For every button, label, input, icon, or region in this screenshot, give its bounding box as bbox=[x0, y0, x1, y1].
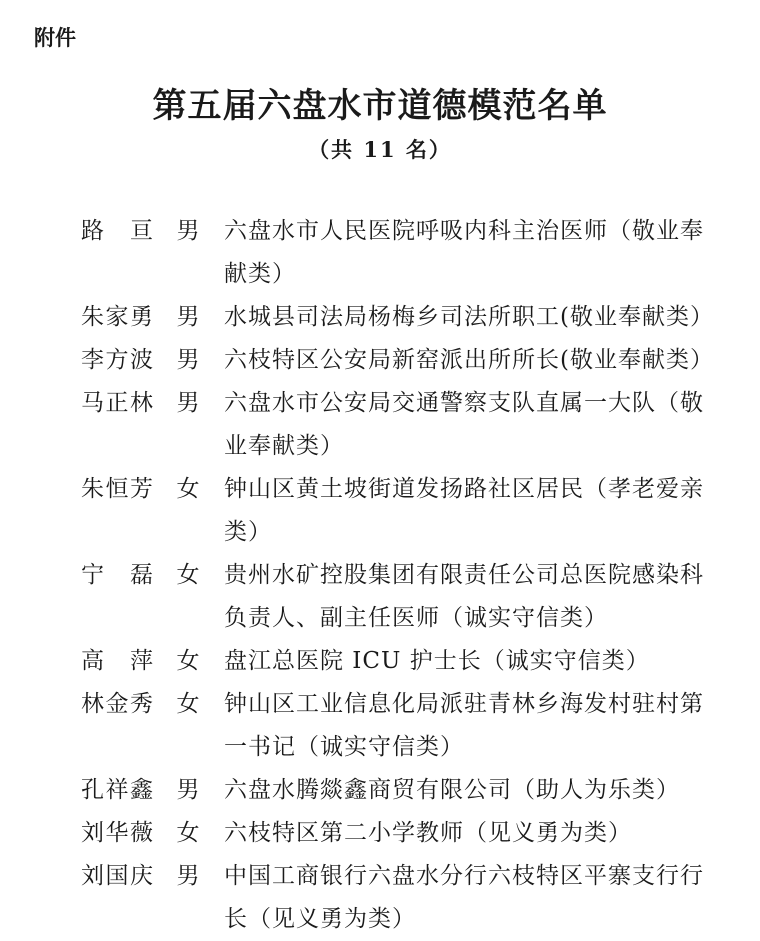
person-description: 六盘水市公安局交通警察支队直属一大队（敬业奉献类） bbox=[224, 390, 704, 459]
list-item bbox=[0, 812, 760, 855]
list-item bbox=[0, 468, 760, 554]
list-item bbox=[0, 769, 760, 812]
list-item bbox=[0, 296, 760, 339]
person-name: 宁 磊 bbox=[81, 562, 153, 588]
person-gender: 女 bbox=[176, 562, 200, 588]
person-description: 水城县司法局杨梅乡司法所职工(敬业奉献类） bbox=[224, 304, 714, 330]
person-gender: 男 bbox=[176, 777, 200, 803]
list-item bbox=[0, 210, 760, 296]
person-description: 六枝特区第二小学教师（见义勇为类） bbox=[224, 820, 632, 846]
person-name: 朱恒芳 bbox=[81, 476, 153, 502]
person-gender: 女 bbox=[176, 648, 200, 674]
person-gender: 男 bbox=[176, 390, 200, 416]
person-name: 刘国庆 bbox=[81, 863, 153, 889]
person-gender: 男 bbox=[176, 218, 200, 244]
page-subtitle: （共 11 名） bbox=[308, 137, 452, 162]
page-title: 第五届六盘水市道德模范名单 bbox=[152, 86, 608, 126]
person-gender: 男 bbox=[176, 304, 200, 330]
person-gender: 女 bbox=[176, 691, 200, 717]
person-name: 路 亘 bbox=[81, 218, 153, 244]
person-description: 钟山区黄土坡街道发扬路社区居民（孝老爱亲类） bbox=[224, 476, 704, 545]
person-name: 李方波 bbox=[81, 347, 153, 373]
person-gender: 男 bbox=[176, 347, 200, 373]
model-list bbox=[0, 210, 760, 941]
list-item bbox=[0, 554, 760, 640]
list-item bbox=[0, 683, 760, 769]
list-item bbox=[0, 382, 760, 468]
person-description: 贵州水矿控股集团有限责任公司总医院感染科负责人、副主任医师（诚实守信类） bbox=[224, 562, 704, 631]
person-description: 六枝特区公安局新窑派出所所长(敬业奉献类） bbox=[224, 347, 714, 373]
person-description: 钟山区工业信息化局派驻青林乡海发村驻村第一书记（诚实守信类） bbox=[224, 691, 704, 760]
person-gender: 男 bbox=[176, 863, 200, 889]
person-gender: 女 bbox=[176, 820, 200, 846]
attachment-label: 附件 bbox=[34, 26, 76, 50]
person-description: 中国工商银行六盘水分行六枝特区平寨支行行长（见义勇为类） bbox=[224, 863, 704, 932]
person-name: 孔祥鑫 bbox=[81, 777, 153, 803]
person-name: 马正林 bbox=[81, 390, 153, 416]
person-name: 朱家勇 bbox=[81, 304, 153, 330]
person-description: 六盘水市人民医院呼吸内科主治医师（敬业奉献类） bbox=[224, 218, 704, 287]
person-description: 盘江总医院 ICU 护士长（诚实守信类） bbox=[224, 648, 650, 674]
list-item bbox=[0, 339, 760, 382]
person-name: 高 萍 bbox=[81, 648, 153, 674]
person-gender: 女 bbox=[176, 476, 200, 502]
person-name: 林金秀 bbox=[81, 691, 153, 717]
person-name: 刘华薇 bbox=[81, 820, 153, 846]
list-item bbox=[0, 640, 760, 683]
list-item bbox=[0, 855, 760, 941]
person-description: 六盘水腾燚鑫商贸有限公司（助人为乐类） bbox=[224, 777, 680, 803]
